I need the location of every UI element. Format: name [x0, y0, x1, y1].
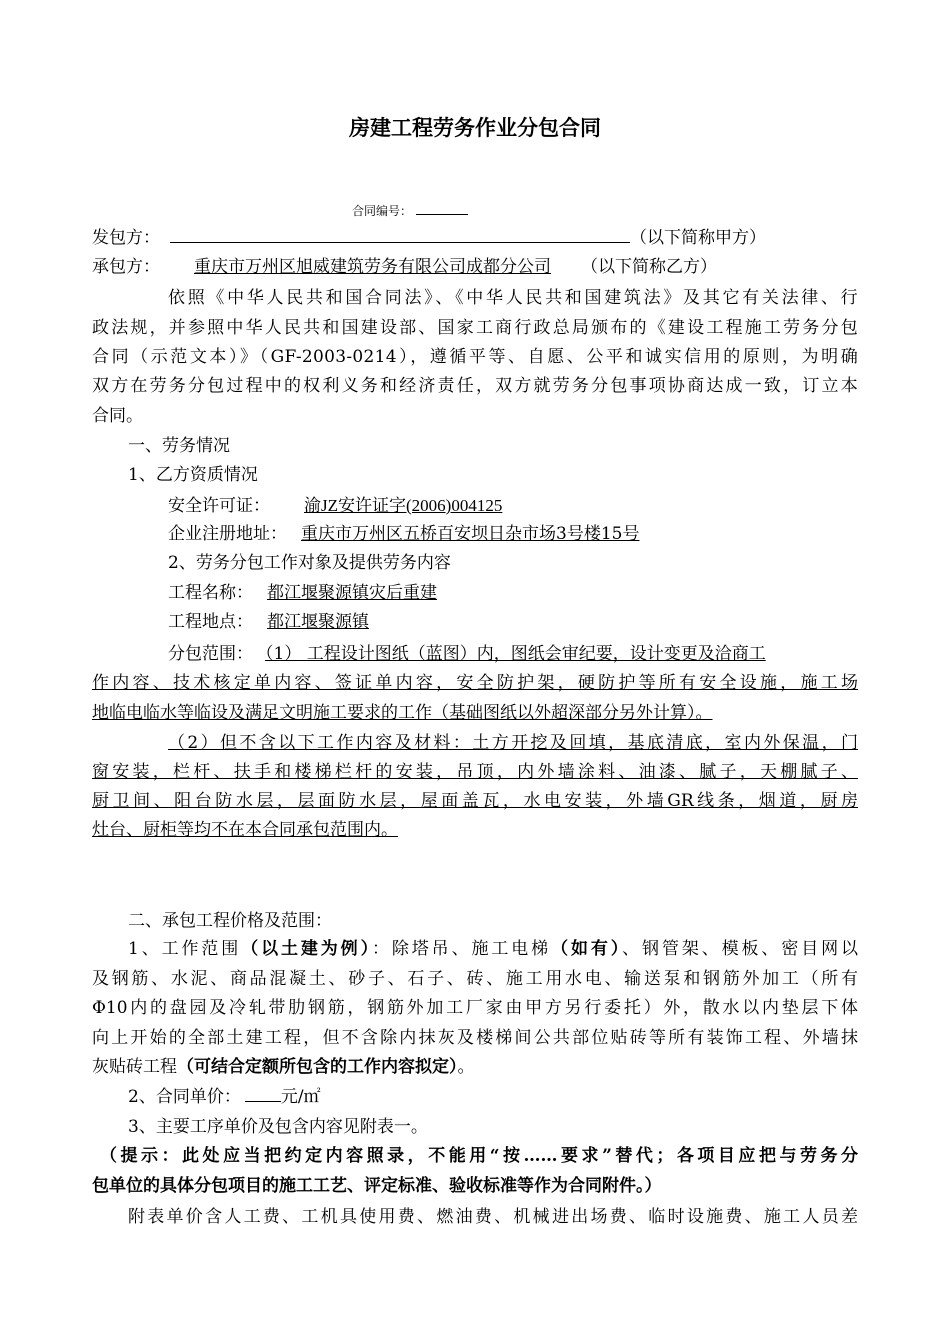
section2-heading: 二、承包工程价格及范围：: [128, 911, 332, 931]
contractor-name: 重庆市万州区旭威建筑劳务有限公司成都分公司: [194, 257, 551, 277]
project-name-value: 都江堰聚源镇灾后重建: [267, 583, 437, 603]
work-scope-mid: ：除塔吊、施工电梯: [371, 939, 552, 959]
preamble-line-5: 合同。: [92, 406, 143, 426]
project-location-label: 工程地点：: [168, 612, 253, 632]
scope-text-1: （1） 工程设计图纸（蓝图）内，图纸会审纪要，设计变更及洽商工: [265, 644, 766, 664]
work-scope-line-4: 向上开始的全部土建工程，但不含除内抹灰及楼梯间公共部位贴砖等所有装饰工程、外墙抹: [92, 1028, 858, 1048]
employer-label: 发包方：: [92, 228, 160, 248]
section1-heading: 一、劳务情况: [128, 436, 230, 456]
work-scope-bold-2: （如有）: [551, 939, 623, 959]
work-scope-bold-1: （以土建为例）: [241, 939, 372, 959]
unit-price-blank[interactable]: [245, 1083, 281, 1102]
project-name-line: [168, 579, 938, 608]
scope-text-2: 作内容、技术核定单内容、签证单内容，安全防护架，硬防护等所有安全设施，施工场: [92, 673, 858, 693]
license-label: 安全许可证：: [168, 496, 270, 516]
address-value: 重庆市万州区五桥百安坝日杂市场3号楼15号: [301, 524, 640, 544]
preamble-line-3: 合同（示范文本）》（GF-2003-0214），遵循平等、自愿、公平和诚实信用的原则，为明确: [92, 347, 858, 367]
scope-text-7: 灶台、厨柜等均不在本合同承包范围内。: [92, 820, 398, 840]
employer-suffix: （以下简称甲方）: [630, 228, 766, 248]
scope-text-6: 厨卫间、阳台防水层，层面防水层，屋面盖瓦，水电安装，外墙GR线条，烟道，厨房: [92, 791, 858, 811]
address-label: 企业注册地址：: [168, 524, 287, 544]
contract-number-label: 合同编号：: [352, 204, 413, 218]
work-scope-line-1: [128, 935, 858, 964]
contract-number: [352, 202, 468, 219]
item3-line: 3、主要工序单价及包含内容见附表一。: [128, 1117, 428, 1137]
work-scope-line-3: Φ10内的盘园及冷轧带肋钢筋，钢筋外加工厂家由甲方另行委托）外，散水以内垫层下体: [92, 998, 858, 1018]
preamble-line-1: 依照《中华人民共和国合同法》、《中华人民共和国建筑法》及其它有关法律、行: [168, 288, 858, 308]
unit-price-line: [128, 1083, 898, 1112]
hint-line-2: 包单位的具体分包项目的施工工艺、评定标准、验收标准等作为合同附件。）: [92, 1176, 662, 1196]
project-location-line: [168, 608, 938, 637]
contractor-label: 承包方：: [92, 257, 160, 277]
work-scope-last-bold: （可结合定额所包含的工作内容拟定）: [177, 1057, 458, 1077]
project-location-value: 都江堰聚源镇: [267, 612, 369, 632]
contractor-line: [92, 253, 862, 282]
work-scope-rest: 、钢管架、模板、密目网以: [622, 939, 859, 959]
license-value: 渝JZ安许证字(2006)004125: [304, 496, 503, 515]
work-scope-line-2: 及钢筋、水泥、商品混凝土、砂子、石子、砖、施工用水电、输送泵和钢筋外加工（所有: [92, 969, 858, 989]
section1-sub1: 1、乙方资质情况: [128, 465, 258, 485]
scope-text-3: 地临电临水等临设及满足文明施工要求的工作（基础图纸以外超深部分另外计算）。: [92, 703, 713, 723]
scope-text-4: （2）但不含以下工作内容及材料：土方开挖及回填，基底清底，室内外保温，门: [168, 733, 858, 753]
scope-text-5: 窗安装，栏杆、扶手和楼梯栏杆的安装，吊顶，内外墙涂料、油漆、腻子，天棚腻子、: [92, 762, 858, 782]
hint-line-1: （提示：此处应当把约定内容照录，不能用“按……要求”替代；各项目应把与劳务分: [100, 1146, 858, 1166]
preamble-line-2: 政法规，并参照中华人民共和国建设部、国家工商行政总局颁布的《建设工程施工劳务分包: [92, 318, 858, 338]
scope-line-1: [168, 640, 868, 669]
unit-price-unit: 元/㎡: [280, 1087, 321, 1107]
work-scope-last-end: 。: [457, 1057, 475, 1077]
preamble-line-4: 双方在劳务分包过程中的权利义务和经济责任，双方就劳务分包事项协商达成一致，订立本: [92, 376, 858, 396]
employer-blank[interactable]: [170, 224, 630, 243]
employer-line: [92, 224, 862, 253]
project-name-label: 工程名称：: [168, 583, 253, 603]
license-line: [168, 491, 938, 521]
contractor-suffix: （以下简称乙方）: [581, 257, 717, 277]
section1-sub2: 2、劳务分包工作对象及提供劳务内容: [168, 553, 451, 573]
scope-label: 分包范围：: [168, 644, 253, 664]
appendix-line: 附表单价含人工费、工机具使用费、燃油费、机械进出场费、临时设施费、施工人员差: [128, 1207, 858, 1227]
work-scope-line-5: [92, 1053, 862, 1082]
work-scope-prefix: 1、工作范围: [128, 939, 242, 959]
contract-number-blank[interactable]: [416, 202, 468, 215]
work-scope-last-prefix: 灰贴砖工程: [92, 1057, 177, 1077]
document-title: 房建工程劳务作业分包合同: [349, 116, 601, 140]
address-line: [168, 520, 938, 549]
unit-price-label: 2、合同单价：: [128, 1087, 241, 1107]
